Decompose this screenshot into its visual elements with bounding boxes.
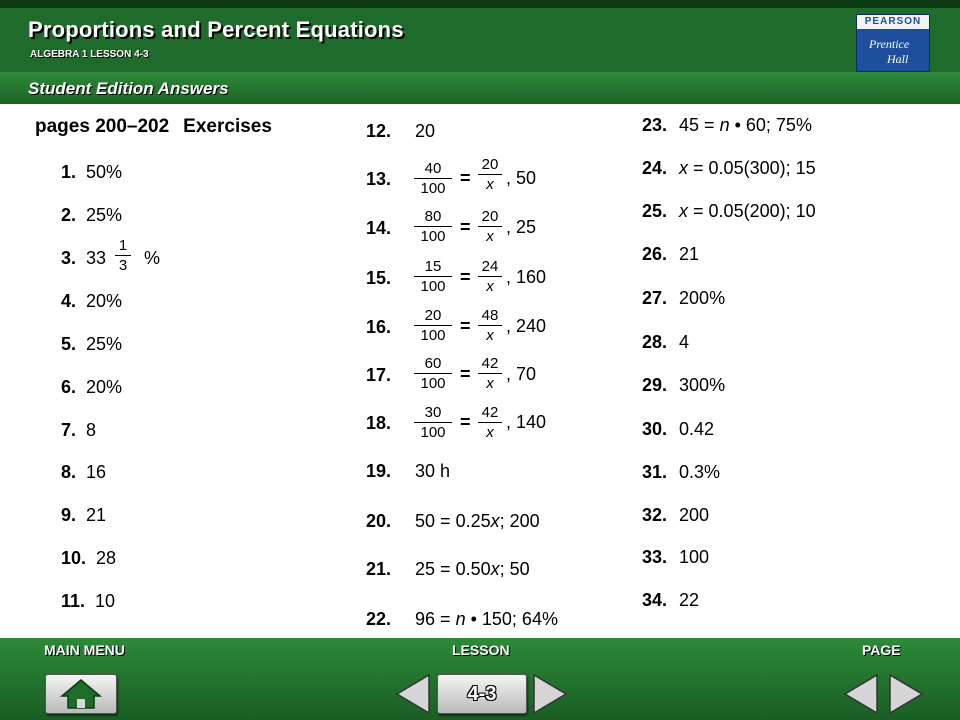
answer-13-right-fraction: $\frac{20}{x}$ bbox=[478, 156, 502, 193]
answer-18-equals: = bbox=[460, 412, 471, 432]
answer-19: 19. 30 h bbox=[366, 461, 451, 481]
answer-20: 20. 50 = 0.25x; 200 bbox=[366, 511, 540, 531]
answer-9: 9. 21 bbox=[61, 505, 107, 525]
logo-line-1: Prentice bbox=[869, 37, 910, 51]
answer-16-left-fraction: $\frac{20}{100}$ bbox=[414, 307, 452, 344]
answer-8: 8. 16 bbox=[61, 462, 107, 482]
logo-brand: PEARSON bbox=[857, 15, 929, 29]
answer-33: 33. 100 bbox=[642, 547, 710, 567]
answer-11: 11. 10 bbox=[61, 591, 116, 611]
top-bar bbox=[0, 0, 960, 8]
answer-6: 6. 20% bbox=[61, 377, 123, 397]
exercises-label: Exercises bbox=[183, 116, 272, 137]
answer-15-value: , 160 bbox=[506, 267, 547, 287]
answer-17-equals: = bbox=[460, 364, 471, 384]
main-menu-home-button[interactable] bbox=[45, 674, 117, 714]
answers-content bbox=[0, 104, 960, 638]
answer-4: 4. 20% bbox=[61, 291, 123, 311]
answer-24: 24. x = 0.05(300); 15 bbox=[642, 158, 816, 178]
answer-16-equals: = bbox=[460, 316, 471, 336]
answer-30: 30. 0.42 bbox=[642, 419, 715, 439]
header bbox=[0, 0, 960, 104]
page-prev-button[interactable] bbox=[841, 672, 881, 716]
answer-14-right-fraction: $\frac{20}{x}$ bbox=[478, 208, 502, 245]
page-label: PAGE bbox=[862, 642, 901, 658]
page-next-button[interactable] bbox=[886, 672, 926, 716]
answer-17-number: 17. bbox=[366, 365, 392, 385]
answer-31: 31. 0.3% bbox=[642, 462, 721, 482]
answer-12: 12. 20 bbox=[366, 121, 436, 141]
answer-25: 25. x = 0.05(200); 10 bbox=[642, 201, 816, 221]
answer-22: 22. 96 = n • 150; 64% bbox=[366, 609, 558, 629]
answer-17-value: , 70 bbox=[506, 364, 537, 384]
answer-15-left-fraction: $\frac{15}{100}$ bbox=[414, 258, 452, 295]
answer-28: 28. 4 bbox=[642, 332, 690, 352]
answer-3-fraction: $\frac{1}{3}$ bbox=[115, 237, 131, 274]
answer-34: 34. 22 bbox=[642, 590, 700, 610]
main-menu-label: MAIN MENU bbox=[44, 642, 125, 658]
answer-17-right-fraction: $\frac{42}{x}$ bbox=[478, 355, 502, 392]
answer-26: 26. 21 bbox=[642, 244, 700, 264]
triangle-left-icon bbox=[845, 675, 877, 713]
pages-range: pages 200–202 bbox=[35, 116, 170, 137]
section-band-title: Student Edition Answers bbox=[28, 79, 229, 98]
answer-1: 1. 50% bbox=[61, 162, 123, 182]
answer-18-value: , 140 bbox=[506, 412, 547, 432]
page-title: Proportions and Percent Equations bbox=[28, 17, 404, 42]
answer-15-number: 15. bbox=[366, 268, 392, 288]
answer-3-percent: % bbox=[144, 248, 161, 268]
answer-16-right-fraction: $\frac{48}{x}$ bbox=[478, 307, 502, 344]
answer-13-number: 13. bbox=[366, 169, 392, 189]
logo-line-2: Hall bbox=[887, 52, 909, 66]
home-icon bbox=[46, 675, 116, 713]
answer-3: 3. 33 bbox=[61, 248, 107, 268]
answer-18-number: 18. bbox=[366, 413, 392, 433]
answer-17-left-fraction: $\frac{60}{100}$ bbox=[414, 355, 452, 392]
answer-18-left-fraction: $\frac{30}{100}$ bbox=[414, 404, 452, 441]
answer-2: 2. 25% bbox=[61, 205, 123, 225]
answer-5: 5. 25% bbox=[61, 334, 123, 354]
lesson-number: 4-3 bbox=[467, 683, 497, 705]
lesson-label: LESSON bbox=[452, 642, 510, 658]
answer-21: 21. 25 = 0.50x; 50 bbox=[366, 559, 530, 579]
answer-16-value: , 240 bbox=[506, 316, 547, 336]
lesson-prev-button[interactable] bbox=[393, 672, 433, 716]
answer-15-right-fraction: $\frac{24}{x}$ bbox=[478, 258, 502, 295]
answer-27: 27. 200% bbox=[642, 288, 726, 308]
lesson-number-badge bbox=[437, 674, 527, 714]
answer-16-number: 16. bbox=[366, 317, 392, 337]
triangle-left-icon bbox=[397, 675, 429, 713]
answer-14-number: 14. bbox=[366, 218, 392, 238]
lesson-next-button[interactable] bbox=[530, 672, 570, 716]
answer-23: 23. 45 = n • 60; 75% bbox=[642, 115, 812, 135]
lesson-subtitle: ALGEBRA 1 LESSON 4-3 bbox=[30, 49, 149, 60]
answer-14-left-fraction: $\frac{80}{100}$ bbox=[414, 208, 452, 245]
answer-13-equals: = bbox=[460, 168, 471, 188]
answer-7: 7. 8 bbox=[61, 420, 97, 440]
answer-10: 10. 28 bbox=[61, 548, 117, 568]
answer-13-left-fraction: $\frac{40}{100}$ bbox=[414, 160, 452, 197]
navigation-footer bbox=[0, 638, 960, 720]
answer-29: 29. 300% bbox=[642, 375, 726, 395]
answer-18-right-fraction: $\frac{42}{x}$ bbox=[478, 404, 502, 441]
answer-15-equals: = bbox=[460, 267, 471, 287]
pages-heading bbox=[35, 116, 272, 138]
triangle-right-icon bbox=[534, 675, 566, 713]
answer-13-value: , 50 bbox=[506, 168, 537, 188]
triangle-right-icon bbox=[890, 675, 922, 713]
answer-32: 32. 200 bbox=[642, 505, 710, 525]
publisher-logo bbox=[856, 14, 930, 72]
answer-14-value: , 25 bbox=[506, 217, 537, 237]
answer-14-equals: = bbox=[460, 217, 471, 237]
